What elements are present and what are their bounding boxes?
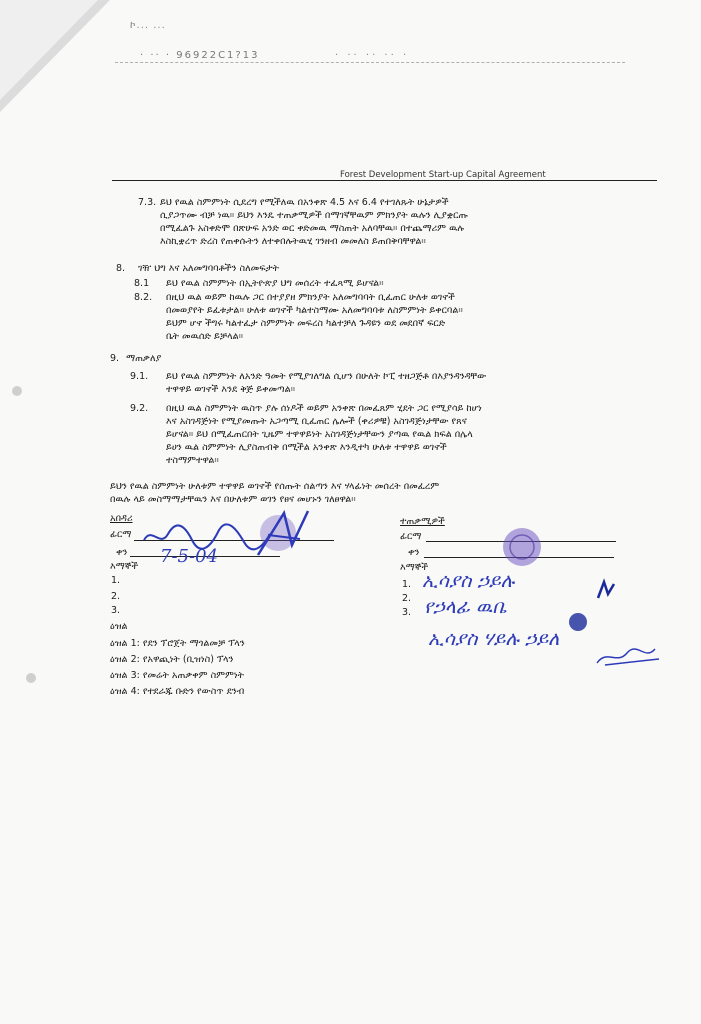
clause-line: ተስማምተዋል። xyxy=(166,455,219,466)
witness-number: 1. xyxy=(111,575,121,586)
lender-sign-label: ፊርማ xyxy=(110,529,132,540)
witness-number: 1. xyxy=(402,579,412,590)
beneficiaries-sign-label: ፊርማ xyxy=(400,531,422,542)
clause-number: 8.1 xyxy=(134,278,150,289)
witness-number: 3. xyxy=(402,607,412,618)
beneficiaries-title: ተጠቃሚዎች xyxy=(400,516,445,527)
clause-line: ይሆናል። ይህ በሚፈጠርበት ጊዜም ተዋዋይነት አስገዳጅነታቸውን ያጣዉ የዉል ክፍል በሌላ xyxy=(166,429,473,440)
punch-hole xyxy=(26,673,36,683)
clause-number: 7.3. xyxy=(138,197,157,208)
clause-number: 8.2. xyxy=(134,292,153,303)
clause-line: እና አስገዳጅነት የሚያመጡት አጋጣሚ ቢፈጠር ሌሎች (ቀሪዎቹ) አስገዳጅነታቸው የጸና xyxy=(166,416,467,427)
lender-date-label: ቀን xyxy=(116,547,128,558)
closing-line: በዉሉ ላይ መስማማታቸዉን እና በሁለቱም ወገን የፀና መሆኑን ገለፀዋል። xyxy=(110,494,356,505)
folded-corner-inner xyxy=(0,0,98,100)
document-reference: · ·· · 96922C1?13 xyxy=(140,50,260,61)
witness-signature-mark xyxy=(594,578,618,602)
lender-title: አበዳሪ xyxy=(110,513,133,524)
section-number: 8. xyxy=(116,263,126,274)
witness-number: 2. xyxy=(402,593,412,604)
section-title: ገዥ ህግ እና አለመግባባቶችን ስለመፍታት xyxy=(138,263,280,274)
clause-line: በዚህ ዉል ወይም ከዉሉ ጋር በተያያዘ ምክንያት አለመግባባት ቢፈጠር ሁለቱ ወገኖች xyxy=(166,292,455,303)
clause-number: 9.2. xyxy=(130,403,149,414)
clause-line: ሲያጋጥሙ ብቻ ነዉ። ይህን እንዴ ተጠቃሚዎች በማገኛቸዉም ምክንያት ዉሉን ሊያቋርጡ xyxy=(160,210,468,221)
running-title: Forest Development Start-up Capital Agreement xyxy=(340,170,546,180)
header-faint-text: ኮ... ... xyxy=(130,20,166,31)
witness-handwritten-name: የኃላፊ ዉቤ xyxy=(424,596,507,618)
annexes-title: ዕዝል xyxy=(110,621,128,632)
clause-line: ይህ የዉል ስምምነት በኢትዮጵያ ህግ መሰረት ተፈጻሚ ይሆናል። xyxy=(166,278,384,289)
clause-number: 9.1. xyxy=(130,371,149,382)
clause-8-2 xyxy=(166,291,463,343)
witness-number: 2. xyxy=(111,591,121,602)
clause-line: ይህ የዉል ስምምነት ሲደረግ የሚችለዉ በአንቀጽ 4.5 እና 6.4 የተገለጹት ሁኔታዎች xyxy=(160,197,449,208)
clause-9-1 xyxy=(166,370,486,396)
clause-9-2 xyxy=(166,402,482,467)
witness-signature-flourish xyxy=(595,645,665,670)
lender-witness-title: እማኞች xyxy=(110,561,139,572)
witness-fingerprint xyxy=(566,610,590,634)
clause-line: በዚህ ዉል ስምምነት ዉስጥ ያሉ ሰነዶች ወይም አንቀጽ በመፈጸም ሂደት ጋር የሚያሳይ ከሆነ xyxy=(166,403,482,414)
clause-line: በሚፈልጉ አስቀድሞ በጽሁፍ አንድ ወር ቀድመዉ ማስጠት አለባቸዉ። በተጨማሪም ዉሉ xyxy=(160,223,465,234)
clause-7-3 xyxy=(160,196,468,248)
annex-item: ዕዝል 3: የመሬት አጠቃቀም ስምምነት xyxy=(110,670,245,681)
beneficiaries-stamp xyxy=(500,525,544,569)
section-title: ማጠቃለያ xyxy=(126,353,162,364)
annex-item: ዕዝል 1: የደን ፕሮጀት ማጎልመቻ ፕላን xyxy=(110,638,245,649)
header-rule xyxy=(115,62,625,63)
lender-handwritten-date: 7-5-04 xyxy=(160,546,218,567)
witness-number: 3. xyxy=(111,605,121,616)
punch-hole xyxy=(12,386,22,396)
closing-line: ይህን የዉል ስምምነት ሁለቱም ተዋዋይ ወገኖች የሰጡት ሰልጣን እና ሃላፊነት መሰረት በመፈረም xyxy=(110,481,440,492)
clause-line: ይህ የዉል ስምምነት ለአንድ ዓመት የሚያገለግል ሲሆን በሁለት ኮፒ ተዘጋጅቶ በእያንዳንዳቸው xyxy=(166,371,487,382)
document-reference-right: · ·· ·· ·· · xyxy=(335,50,410,61)
witness-handwritten-name: ኢሳያስ ኃይሉ xyxy=(422,570,515,592)
clause-line: እስኪቋረጥ ድረስ የጠቀሱትን ለተቀበሉትዉሂ ገንዘብ መመለስ ይጠበቅባቸዋል። xyxy=(160,236,426,247)
lender-stamp xyxy=(248,505,318,565)
beneficiaries-date-label: ቀን xyxy=(408,547,420,558)
clause-line: ተዋዋይ ወገኖች እንደ ቅጅ ይቀመጣል። xyxy=(166,384,296,395)
closing-statement xyxy=(110,480,439,506)
annex-item: ዕዝል 2: የአዋጪነት (ቢዝነስ) ፕላን xyxy=(110,654,234,665)
witness-handwritten-name: ኢሳያስ ሃይሉ ኃይለ xyxy=(428,628,560,650)
running-title-rule xyxy=(112,180,657,181)
clause-line: ቤት መዉሰድ ይቻላል። xyxy=(166,331,244,342)
clause-line: ይሀን ዉል ስምምነት ሊያስጠብቅ በሚችል አንቀጽ እንዲተካ ሁለቱ ተዋዋይ ወገኖች xyxy=(166,442,447,453)
clause-line: በመወያየት ይፈቱታል። ሁለቱ ወገኖች ካልተስማሙ አለመግባባቱ ለስምምነት ይቀርባል። xyxy=(166,305,463,316)
clause-line: ይህም ሆኖ ችግሩ ካልተፈታ ስምምነት መፍረስ ካልተቻለ ጉዳዩን ወደ መደበኛ ፍርድ xyxy=(166,318,446,329)
annex-item: ዕዝል 4: የተደራጁ ቡድን የውስጥ ደንብ xyxy=(110,686,245,697)
beneficiaries-witness-title: እማኞች xyxy=(400,562,429,573)
section-number: 9. xyxy=(110,353,120,364)
